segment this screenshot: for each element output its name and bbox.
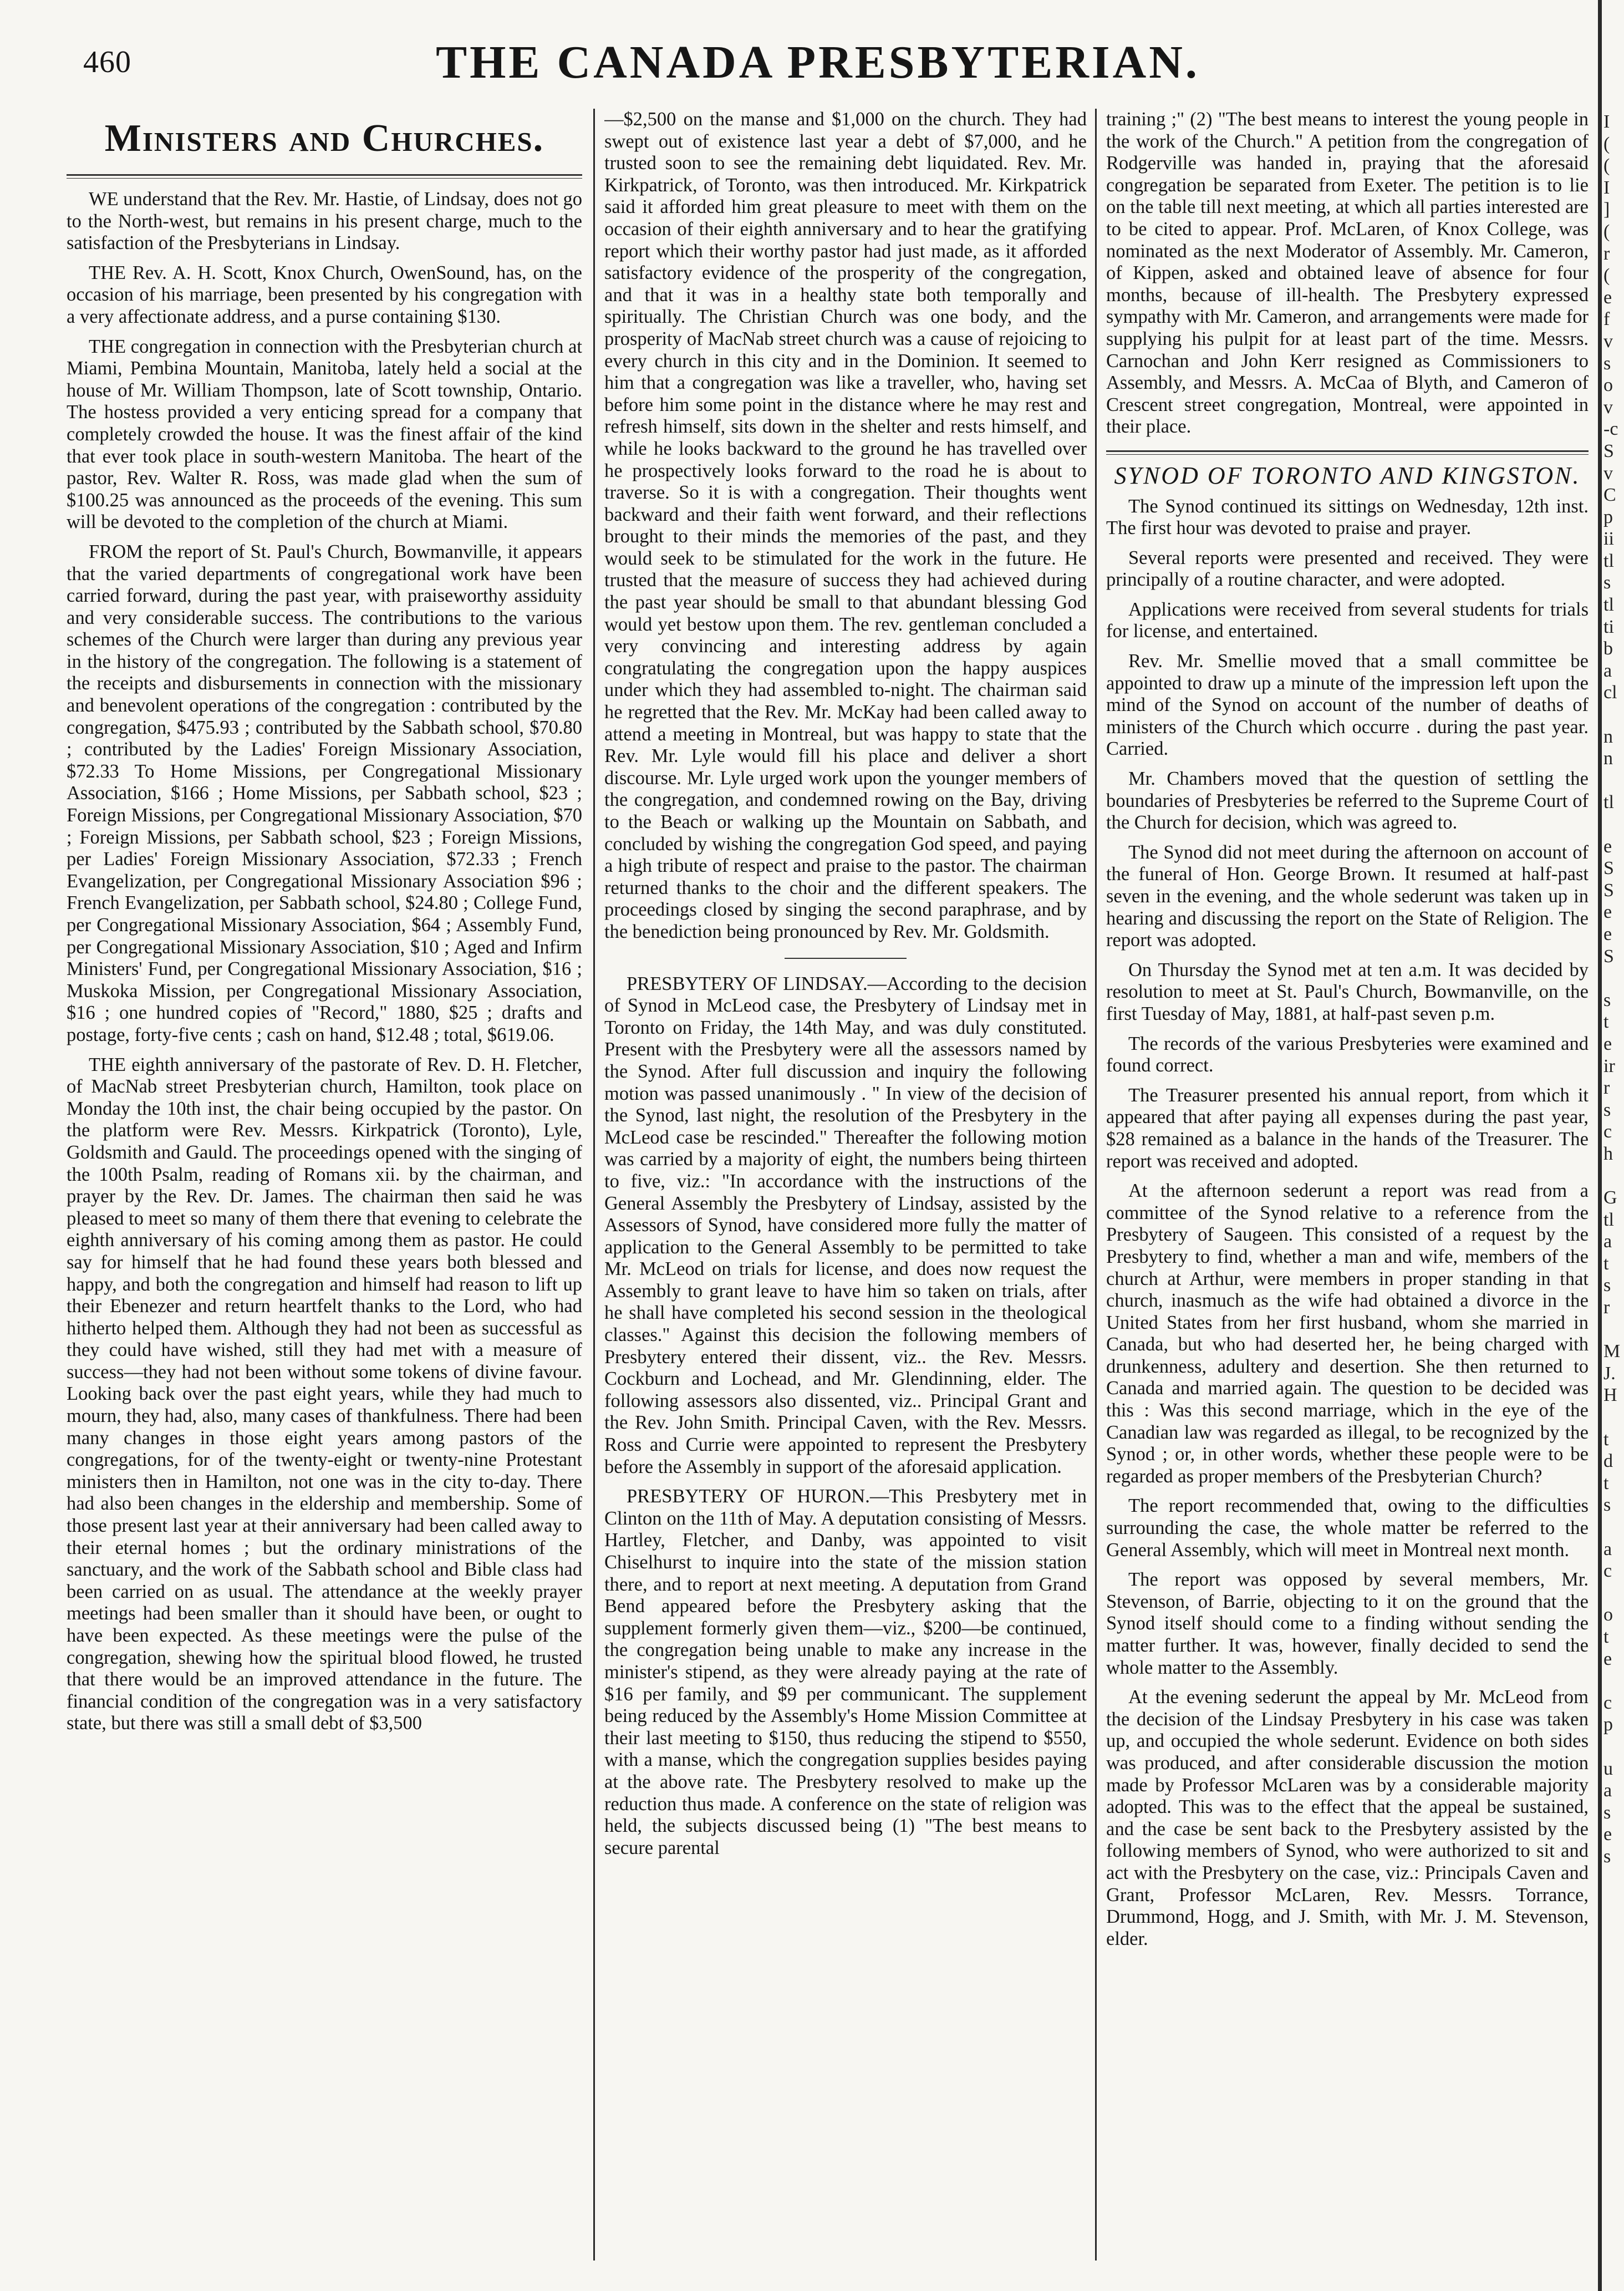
margin-fragment: S <box>1603 946 1614 967</box>
margin-fragment: p <box>1603 506 1613 527</box>
article-paragraph: THE Rev. A. H. Scott, Knox Church, OwenSound, has, on the occasion of his marriage, been presented by his congregation with a very affectionate address, and a purse containing $130. <box>67 262 582 327</box>
article-paragraph: PRESBYTERY OF HURON.—This Presbytery met in Clinton on the 11th of May. A deputation consisting of Messrs. Hartley, Fletcher, and Danby, was appointed to visit Chiselhurst to inquire into the state of the mission station there, and to report at next meeting. A deputation from Grand Bend appeared before the Presbytery asking that the supplement formerly given them—viz., $200—be continued, the congregation being unable to make any increase in the minister's stipend, as they were already paying at the rate of $16 per family, and $9 per communicant. The supplement being reduced by the Assembly's Home Mission Committee at their last meeting to $150, thus reducing the stipend to $550, with a manse, which the congregation supplies besides paying at the above rate. The Presbytery resolved to make up the reduction thus made. A conference on the state of religion was held, the subjects discussed being (1) "The best means to secure parental <box>604 1486 1087 1858</box>
margin-fragment: e <box>1603 902 1612 923</box>
margin-fragment: o <box>1603 375 1613 396</box>
margin-fragment: ( <box>1603 133 1610 154</box>
margin-fragment: r <box>1603 243 1610 264</box>
margin-fragment: G <box>1603 1187 1617 1208</box>
margin-fragment: v <box>1603 463 1613 484</box>
margin-fragment: b <box>1603 638 1613 659</box>
margin-fragment: M <box>1603 1341 1621 1362</box>
margin-fragment: e <box>1603 1648 1612 1669</box>
margin-fragment: tl <box>1603 792 1614 813</box>
margin-fragment: s <box>1603 1802 1611 1823</box>
margin-fragment <box>1603 1319 1624 1341</box>
margin-fragment: S <box>1603 880 1614 901</box>
margin-fragment: t <box>1603 1253 1609 1274</box>
margin-fragment: ti <box>1603 616 1614 637</box>
margin-fragment: e <box>1603 836 1612 857</box>
margin-fragment: u <box>1603 1758 1613 1779</box>
article-paragraph: PRESBYTERY OF LINDSAY.—According to the decision of Synod in McLeod case, the Presbytery of Lindsay met in Toronto on Friday, the 14th May, and was duly constituted. Present with the Presbytery were all the assessors named by the Synod. After full discussion and inquiry the following motion was passed unanimously . " In view of the decision of the Synod, last night, the resolution of the Presbytery in the McLeod case be rescinded." Thereafter the following motion was carried by a majority of eight, the numbers being thirteen to five, viz.: "In accordance with the instructions of the General Assembly the Presbytery of Lindsay, assisted by the Assessors of Synod, have considered more fully the matter of application to the General Assembly to be permitted to take Mr. McLeod on trials for license, and does now request the Assembly to grant leave to have him so taken on trials, after he shall have completed his second session in the theological classes." Against this decision the following members of Presbytery entered their dissent, viz.. the Rev. Messrs. Cockburn and Lochead, and Mr. Glendinning, elder. The following assessors also dissented, viz.. Principal Grant and the Rev. John Smith. Principal Caven, with the Rev. Messrs. Ross and Currie were appointed to represent the Presbytery before the Assembly in support of the aforesaid application. <box>604 973 1087 1477</box>
article-separator <box>785 958 907 959</box>
margin-fragment <box>1603 704 1624 726</box>
margin-fragment: S <box>1603 858 1614 879</box>
margin-fragment <box>1603 1165 1624 1187</box>
column-rule <box>1095 109 1097 2260</box>
column-one <box>67 109 582 2272</box>
article-paragraph: Mr. Chambers moved that the question of settling the boundaries of Presbyteries be referred to the Supreme Court of the Church for decision, which was agreed to. <box>1106 768 1589 834</box>
section-rule <box>1106 450 1589 455</box>
margin-fragment: c <box>1603 1561 1612 1582</box>
article-paragraph: The report recommended that, owing to the difficulties surrounding the case, the whole matter be referred to the General Assembly, which will meet in Montreal next month. <box>1106 1495 1589 1561</box>
synod-heading: SYNOD OF TORONTO AND KINGSTON. <box>1114 461 1581 489</box>
margin-fragment: tl <box>1603 550 1614 571</box>
page-number: 460 <box>83 45 131 79</box>
margin-fragment: h <box>1603 1143 1613 1164</box>
margin-fragment: t <box>1603 1429 1609 1450</box>
margin-fragment: t <box>1603 1472 1609 1494</box>
margin-fragment: p <box>1603 1714 1613 1735</box>
margin-fragment: t <box>1603 1626 1609 1647</box>
margin-fragment: ] <box>1603 199 1610 220</box>
article-paragraph: Rev. Mr. Smellie moved that a small committee be appointed to draw up a minute of the impression left upon the mind of the Synod on account of the number of deaths of ministers of the Church which occurre . during the past year. Carried. <box>1106 651 1589 760</box>
column-rule <box>593 109 595 2260</box>
article-paragraph: THE eighth anniversary of the pastorate of Rev. D. H. Fletcher, of MacNab street Presbyterian church, Hamilton, took place on Monday the 10th inst, the chair being occupied by the pastor. On the platform were Rev. Messrs. Kirkpatrick (Toronto), Lyle, Goldsmith and Gauld. The proceedings opened with the singing of the 100th Psalm, reading of Romans xii. by the chairman, and prayer by the Rev. Dr. James. The chairman then said he was pleased to meet so many of them there that evening to celebrate the eighth anniversary of his coming among them as pastor. He could say for himself that he had found these years both blessed and happy, and both the congregation and himself had reason to lift up their Ebenezer and return heartfelt thanks to the Lord, who had hitherto helped them. Although they had not been as successful as they could have wished, still they had met with a measure of success—they had not been without some tokens of divine favour. Looking back over the past eight years, while they had much to mourn, they had, also, many cases of thankfulness. There had been many changes in those eight years among pastors of the congregations, for of the twenty-eight or twenty-nine Protestant ministers then in Hamilton, not one was in the city to-day. There had also been changes in the eldership and membership. Some of those present last year at their anniversary had been called away to their eternal homes ; but the ordinary ministrations of the sanctuary, and the work of the Sabbath school and Bible class had been carried on as usual. The attendance at the weekly prayer meetings had been smaller than it should have been, or ought to have been expected. As these meetings were the pulse of the congregation, shewing how the spiritual blood flowed, he trusted that there would be an improved attendance in the future. The financial condition of the congregation was in a very satisfactory state, but there was still a small debt of $3,500 <box>67 1054 582 1734</box>
margin-fragment <box>1603 1736 1624 1758</box>
margin-fragment <box>1603 1670 1624 1692</box>
margin-fragment: cl <box>1603 682 1617 703</box>
margin-fragment: I <box>1603 177 1610 198</box>
margin-fragment: o <box>1603 1604 1613 1625</box>
margin-fragment: n <box>1603 726 1613 747</box>
article-paragraph: Several reports were presented and received. They were principally of a routine character, and were adopted. <box>1106 547 1589 591</box>
article-paragraph: The Treasurer presented his annual report, from which it appeared that after paying all expenses during the past year, $28 remained as a balance in the hands of the Treasurer. The report was received and adopted. <box>1106 1084 1589 1172</box>
article-paragraph: The report was opposed by several members, Mr. Stevenson, of Barrie, objecting to it on the ground that the Synod itself should come to a finding without sending the matter further. It was, however, finally decided to send the whole matter to the Assembly. <box>1106 1569 1589 1678</box>
newspaper-title: THE CANADA PRESBYTERIAN. <box>436 37 1200 88</box>
margin-fragment <box>1603 814 1624 836</box>
column-two <box>604 109 1087 2272</box>
page-header <box>83 28 1591 89</box>
article-paragraph: The records of the various Presbyteries were examined and found correct. <box>1106 1033 1589 1076</box>
margin-fragment <box>1603 770 1624 792</box>
article-paragraph: At the evening sederunt the appeal by Mr. McLeod from the decision of the Lindsay Presbytery in his case was taken up, and occupied the whole sederunt. Evidence on both sides was produced, and after considerable discussion the motion made by Professor McLaren was by a considerable majority adopted. This was to the effect that the appeal be sustained, and the case be sent back to the Presbytery assisted by the following members of Synod, who were authorized to sit and act with the Presbytery on the case, viz.: Principals Caven and Grant, Professor McLaren, Rev. Messrs. Torrance, Drummond, Hogg, and J. Smith, with Mr. J. M. Stevenson, elder. <box>1106 1686 1589 1949</box>
margin-fragment <box>1603 967 1624 989</box>
margin-fragment: H <box>1603 1385 1617 1406</box>
margin-fragment: c <box>1603 1692 1612 1713</box>
margin-fragment: ii <box>1603 529 1614 550</box>
margin-fragment: n <box>1603 748 1613 769</box>
section-heading: Ministers and Churches. <box>104 117 544 160</box>
margin-fragment: a <box>1603 660 1612 681</box>
page-binding-edge <box>1598 0 1602 2291</box>
margin-fragment: r <box>1603 1297 1610 1318</box>
article-paragraph: THE congregation in connection with the Presbyterian church at Miami, Pembina Mountain, Manitoba, lately held a social at the house of Mr. William Thompson, late of Scott township, Ontario. The hostess provided a very enticing spread for a company that completely crowded the house. It was the finest affair of the kind that ever took place in south-western Manitoba. The heart of the pastor, Rev. Walter R. Ross, was made glad when the sum of $100.25 was announced as the proceeds of the evening. This sum will be devoted to the completion of the church at Miami. <box>67 336 582 533</box>
margin-fragment: a <box>1603 1231 1612 1252</box>
margin-fragment: -c <box>1603 419 1618 440</box>
margin-fragment: tl <box>1603 595 1614 616</box>
margin-fragment: S <box>1603 440 1614 461</box>
margin-fragment: f <box>1603 309 1610 330</box>
margin-fragment: ( <box>1603 155 1610 176</box>
margin-fragment: s <box>1603 572 1611 593</box>
article-paragraph: —$2,500 on the manse and $1,000 on the church. They had swept out of existence last year a debt of $7,000, and he trusted soon to see the remaining debt liquidated. Rev. Mr. Kirkpatrick, of Toronto, was then introduced. Mr. Kirkpatrick said it afforded him great pleasure to meet with them on the occasion of their eighth anniversary and to hear the gratifying report which their worthy pastor had just made, as it afforded satisfactory evidence of the prosperity of the congregation, and that it was in a healthy state both temporally and spiritually. The Christian Church was one body, and the prosperity of MacNab street church was a cause of rejoicing to every church in this city and in the Dominion. It seemed to him that a congregation was like a traveller, who, having set before him some point in the distance where he may rest and refresh himself, sits down in the shelter and rests himself, and while he looks backward to the ground he has travelled over he prospectively looks forward to the road he is about to traverse. So it is with a congregation. Their thoughts went backward and their faith went forward, and their reflections brought to their minds the memories of the past, and they would seek to be stimulated for the work in the future. He trusted that the measure of success they had achieved during the past year should be small to that abundant blessing God would yet bestow upon them. The rev. gentleman concluded a very convincing and interesting address by again congratulating the congregation upon the happy auspices under which they had assembled to-night. The chairman said he regretted that the Rev. Mr. McKay had been called away to attend a meeting in Montreal, but was happy to state that the Rev. Mr. Lyle would fill his place and deliver a short discourse. Mr. Lyle urged work upon the younger members of the congregation, and condemned rowing on the Bay, driving to the Beach or walking up the Mountain on Sabbath, and concluded by wishing the congregation God speed, and paying a high tribute of respect and praise to the pastor. The chairman returned thanks to the choir and the different speakers. The proceedings closed by singing the second paraphrase, and by the benediction being pronounced by Rev. Mr. Goldsmith. <box>604 109 1087 942</box>
adjacent-page-margin-fragments <box>1603 111 1624 2274</box>
margin-fragment <box>1603 1582 1624 1604</box>
margin-fragment: s <box>1603 1099 1611 1120</box>
article-paragraph: The Synod did not meet during the afternoon on account of the funeral of Hon. George Brown. It resumed at half-past seven in the evening, and the whole sederunt was taken up in hearing and discussing the report on the State of Religion. The report was adopted. <box>1106 841 1589 951</box>
margin-fragment: a <box>1603 1538 1612 1559</box>
margin-fragment: s <box>1603 989 1611 1010</box>
margin-fragment: I <box>1603 111 1610 132</box>
margin-fragment: e <box>1603 1033 1612 1054</box>
margin-fragment <box>1603 1516 1624 1538</box>
margin-fragment: s <box>1603 1495 1611 1516</box>
article-paragraph: The Synod continued its sittings on Wednesday, 12th inst. The first hour was devoted to praise and prayer. <box>1106 495 1589 539</box>
margin-fragment: ( <box>1603 221 1610 242</box>
margin-fragment: v <box>1603 397 1613 418</box>
margin-fragment <box>1603 1406 1624 1429</box>
margin-fragment: ( <box>1603 265 1610 286</box>
margin-fragment: e <box>1603 923 1612 944</box>
margin-fragment: s <box>1603 353 1611 374</box>
margin-fragment: a <box>1603 1780 1612 1801</box>
article-paragraph: At the afternoon sederunt a report was read from a committee of the Synod relative to a reference from the Presbytery of Saugeen. This consisted of a request by the Presbytery to find, whether a man and wife, members of the church at Arthur, were members in proper standing in that church, inasmuch as the wife had obtained a divorce in the United States from her first husband, whom she married in Canada, but who had deserted her, he being charged with drunkenness, adultery and desertion. She then returned to Canada and married again. The question to be decided was this : Was this second marriage, which in the eye of the Canadian law was regarded as illegal, to be recognized by the Synod ; or, in other words, whether these people were to be regarded as proper members of the Presbyterian Church? <box>1106 1180 1589 1487</box>
margin-fragment: r <box>1603 1078 1610 1099</box>
article-paragraph: WE understand that the Rev. Mr. Hastie, of Lindsay, does not go to the North-west, but remains in his present charge, much to the satisfaction of the Presbyterians in Lindsay. <box>67 189 582 254</box>
margin-fragment: t <box>1603 1012 1609 1033</box>
article-paragraph: training ;" (2) "The best means to interest the young people in the work of the Church." A petition from the congregation of Rodgerville was handed in, praying that the aforesaid congregation be separated from Exeter. The petition is to lie on the table till next meeting, at which all parties interested are to be cited to appear. Prof. McLaren, of Knox College, was nominated as the next Moderator of Assembly. Mr. Cameron, of Kippen, asked and obtained leave of absence for four months, because of ill-health. The Presbytery expressed sympathy with Mr. Cameron, and arrangements were made for supplying his pulpit for at least part of the time. Messrs. Carnochan and John Kerr resigned as Commissioners to Assembly, and Messrs. A. McCaa of Blyth, and Cameron of Crescent street congregation, Montreal, were appointed in their place. <box>1106 109 1589 438</box>
margin-fragment: tl <box>1603 1209 1614 1230</box>
margin-fragment: s <box>1603 1275 1611 1296</box>
margin-fragment: J. <box>1603 1363 1616 1384</box>
column-three <box>1106 109 1589 2272</box>
article-paragraph: FROM the report of St. Paul's Church, Bowmanville, it appears that the varied departments of congregational work have been carried forward, during the past year, with praiseworthy assiduity and very considerable success. The contributions to the various schemes of the Church were larger than during any previous year in the history of the congregation. The following is a statement of the receipts and disbursements in connection with the missionary and benevolent operations of the congregation : contributed by the congregation, $475.93 ; contributed by the Sabbath school, $70.80 ; contributed by the Ladies' Foreign Missionary Association, $72.33 To Home Missions, per Congregational Missionary Association, $166 ; Home Missions, per Sabbath school, $23 ; Foreign Missions, per Congregational Missionary Association, $70 ; Foreign Missions, per Sabbath school, $23 ; Foreign Missions, per Ladies' Foreign Missionary Association, $72.33 ; French Evangelization, per Congregational Missionary Association $96 ; French Evangelization, per Sabbath school, $24.80 ; College Fund, per Congregational Missionary Association, $64 ; Assembly Fund, per Congregational Missionary Association, $10 ; Aged and Infirm Ministers' Fund, per Congregational Missionary Association, $16 ; Muskoka Mission, per Congregational Missionary Association, $16 ; one hundred copies of "Record," 1880, $25 ; drafts and postage, forty-five cents ; cash on hand, $12.48 ; total, $619.06. <box>67 541 582 1045</box>
margin-fragment: ir <box>1603 1055 1615 1076</box>
margin-fragment: e <box>1603 287 1612 308</box>
heading-rule <box>67 174 582 179</box>
margin-fragment: C <box>1603 485 1616 506</box>
article-paragraph: On Thursday the Synod met at ten a.m. It was decided by resolution to meet at St. Paul's Church, Bowmanville, on the first Tuesday of May, 1881, at half-past seven p.m. <box>1106 959 1589 1024</box>
margin-fragment: c <box>1603 1121 1612 1142</box>
margin-fragment: d <box>1603 1451 1613 1472</box>
article-paragraph: Applications were received from several students for trials for license, and entertained. <box>1106 598 1589 642</box>
margin-fragment: v <box>1603 331 1613 352</box>
margin-fragment: e <box>1603 1824 1612 1845</box>
margin-fragment: s <box>1603 1846 1611 1867</box>
